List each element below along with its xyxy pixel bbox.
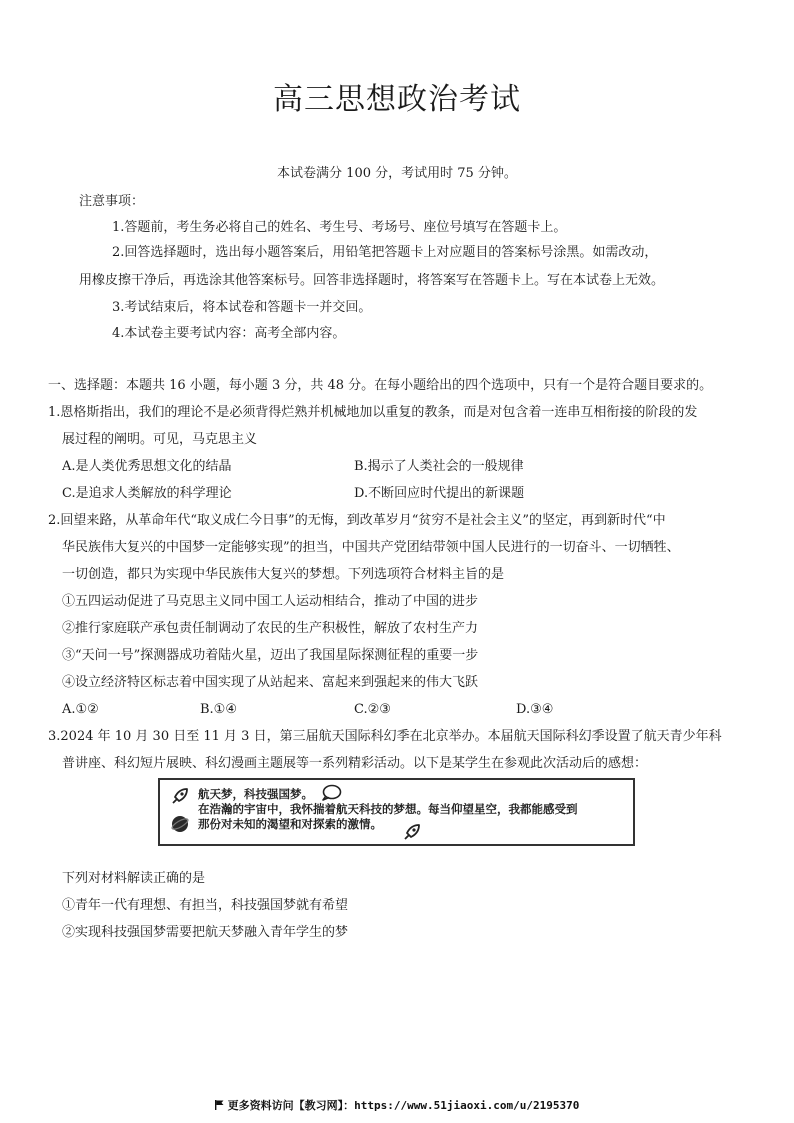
- question-1-option-a[interactable]: A.是人类优秀思想文化的结晶: [62, 459, 232, 474]
- question-2-statement: ④设立经济特区标志着中国实现了从站起来、富起来到强起来的伟大飞跃: [62, 675, 479, 690]
- question-1-stem: 1.恩格斯指出，我们的理论不是必须背得烂熟并机械地加以重复的教条，而是对包含着一连串互相衔接的阶段的发: [48, 405, 698, 420]
- question-3-stem: 3.2024 年 10 月 30 日至 11 月 3 日，第三届航天国际科幻季在北京举办。本届航天国际科幻季设置了航天青少年科: [48, 729, 722, 744]
- question-3-prompt: 下列对材料解读正确的是: [62, 871, 206, 886]
- question-2-stem: 华民族伟大复兴的中国梦一定能够实现”的担当，中国共产党团结带领中国人民进行的一切奋斗、一切牺牲、: [62, 540, 680, 555]
- question-2-option-b[interactable]: B.①④: [200, 702, 237, 717]
- question-3-stem: 普讲座、科幻短片展映、科幻漫画主题展等一系列精彩活动。以下是某学生在参观此次活动后的感想：: [62, 756, 648, 771]
- exam-intro: 本试卷满分 100 分，考试用时 75 分钟。: [277, 166, 517, 181]
- notice-heading: 注意事项：: [79, 194, 145, 209]
- rocket-icon: [170, 786, 190, 810]
- question-2-stem: 2.回望来路，从革命年代“取义成仁今日事”的无悔，到改革岁月“贫穷不是社会主义”的坚定，再到新时代“中: [48, 513, 666, 528]
- question-2-statement: ③“天问一号”探测器成功着陆火星，迈出了我国星际探测征程的重要一步: [62, 648, 479, 663]
- question-3-statement: ①青年一代有理想、有担当，科技强国梦就有希望: [62, 898, 349, 913]
- footer-link[interactable]: [0, 1097, 794, 1113]
- footer-text[interactable]: 更多资料访问【教习网】：https://www.51jiaoxi.com/u/2195370: [227, 1099, 580, 1112]
- figure-text: 那份对未知的渴望和对探索的激情。: [198, 817, 382, 831]
- notice-item: 3.考试结束后，将本试卷和答题卡一并交回。: [112, 300, 372, 315]
- question-1-stem: 展过程的阐明。可见，马克思主义: [62, 432, 258, 447]
- notice-item: 2.回答选择题时，选出每小题答案后，用铅笔把答题卡上对应题目的答案标号涂黑。如需改动，: [112, 245, 658, 260]
- question-2-option-a[interactable]: A.①②: [62, 702, 99, 717]
- question-1-option-b[interactable]: B.揭示了人类社会的一般规律: [354, 459, 524, 474]
- figure-text: 在浩瀚的宇宙中，我怀揣着航天科技的梦想。每当仰望星空，我都能感受到: [198, 802, 578, 816]
- question-2-statement: ①五四运动促进了马克思主义同中国工人运动相结合，推动了中国的进步: [62, 594, 479, 609]
- rocket-icon: [402, 822, 422, 846]
- question-3-statement: ②实现科技强国梦需要把航天梦融入青年学生的梦: [62, 925, 349, 940]
- question-1-option-d[interactable]: D.不断回应时代提出的新课题: [354, 486, 525, 501]
- notice-item: 用橡皮擦干净后，再选涂其他答案标号。回答非选择题时，将答案写在答题卡上。写在本试卷上无效。: [79, 273, 665, 288]
- question-1-option-c[interactable]: C.是追求人类解放的科学理论: [62, 486, 232, 501]
- student-reflection-figure: [158, 778, 635, 846]
- notice-item: 1.答题前，考生务必将自己的姓名、考生号、考场号、座位号填写在答题卡上。: [112, 220, 567, 235]
- section-heading: 一、选择题：本题共 16 小题，每小题 3 分，共 48 分。在每小题给出的四个选项中，只有一个是符合题目要求的。: [48, 378, 713, 393]
- question-2-option-d[interactable]: D.③④: [516, 702, 554, 717]
- question-2-option-c[interactable]: C.②③: [354, 702, 391, 717]
- exam-title: 高三思想政治考试: [273, 82, 521, 117]
- flag-icon: [215, 1100, 224, 1110]
- question-2-statement: ②推行家庭联产承包责任制调动了农民的生产积极性，解放了农村生产力: [62, 621, 479, 636]
- notice-item: 4.本试卷主要考试内容：高考全部内容。: [112, 326, 346, 341]
- figure-heading: 航天梦，科技强国梦。: [198, 787, 313, 801]
- question-2-stem: 一切创造，都只为实现中华民族伟大复兴的梦想。下列选项符合材料主旨的是: [62, 567, 505, 582]
- planet-icon: [170, 814, 190, 838]
